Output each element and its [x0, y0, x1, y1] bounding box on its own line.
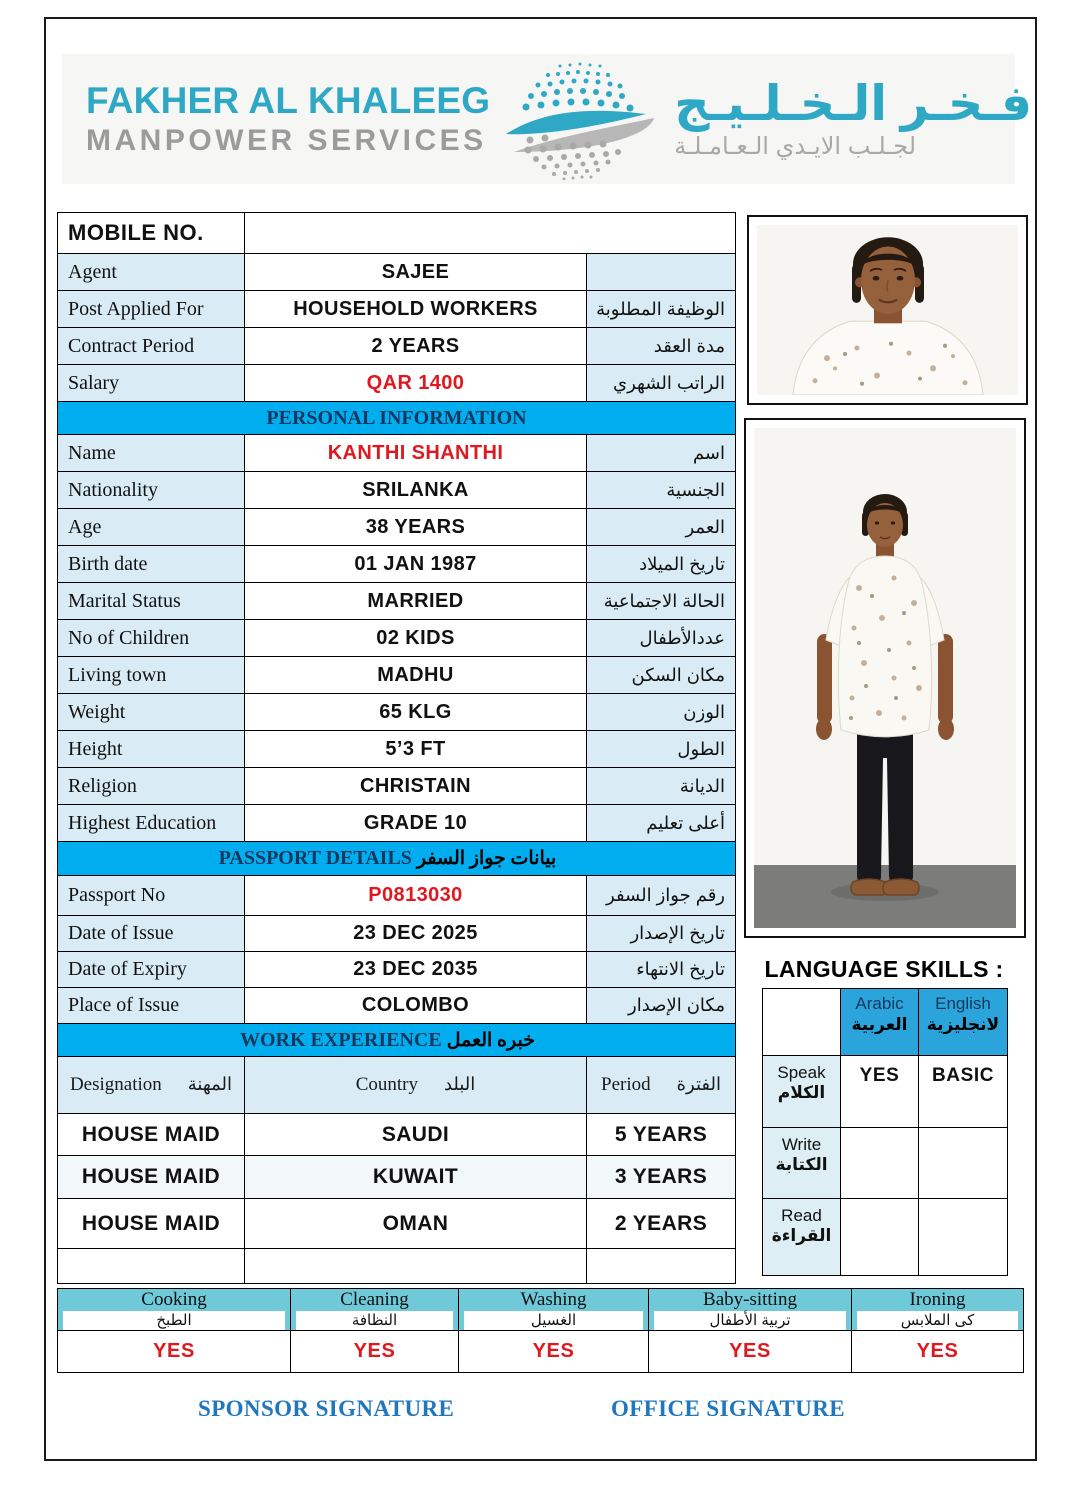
religion-row [58, 768, 736, 805]
field-arabic-label: تاريخ الإصدار [587, 916, 736, 952]
period-column-header [587, 1057, 736, 1114]
height-row [58, 731, 736, 768]
column-header-ar: البلد [443, 1074, 476, 1094]
field-value: QAR 1400 [245, 365, 587, 402]
experience-row [58, 1156, 736, 1199]
language-row-en: Write [781, 1135, 822, 1154]
field-arabic-label [587, 254, 736, 291]
field-value: KANTHI SHANTHI [245, 435, 587, 472]
place-of-issue-row [58, 988, 736, 1024]
write-arabic-value [841, 1128, 919, 1199]
washing-header [459, 1289, 649, 1331]
field-value: COLOMBO [245, 988, 587, 1024]
language-row-en: Read [781, 1206, 822, 1225]
experience-row [58, 1114, 736, 1156]
language-row-ar: الكتابة [775, 1155, 828, 1174]
field-arabic-label: العمر [587, 509, 736, 546]
read-arabic-value [841, 1199, 919, 1276]
field-arabic-label: الديانة [587, 768, 736, 805]
skills-value-row [58, 1331, 1024, 1373]
speak-row [763, 1056, 1008, 1128]
language-skills-title: LANGUAGE SKILLS : [764, 956, 1004, 982]
experience-period: 3 YEARS [587, 1156, 736, 1199]
field-arabic-label: الطول [587, 731, 736, 768]
field-value: 65 KLG [245, 694, 587, 731]
experience-designation: HOUSE MAID [58, 1199, 245, 1249]
column-header-en: Designation [69, 1074, 162, 1095]
field-arabic-label: الوظيفة المطلوبة [587, 291, 736, 328]
date-of-issue-row [58, 916, 736, 952]
field-label: Agent [58, 254, 245, 291]
birth-date-row [58, 546, 736, 583]
section-title [58, 402, 736, 435]
work-experience-section-header [58, 1024, 736, 1057]
experience-country: KUWAIT [245, 1156, 587, 1199]
field-label: Living town [58, 657, 245, 694]
field-arabic-label: رقم جواز السفر [587, 876, 736, 916]
field-label: Post Applied For [58, 291, 245, 328]
field-label: Nationality [58, 472, 245, 509]
write-row [763, 1128, 1008, 1199]
field-label: Birth date [58, 546, 245, 583]
field-arabic-label: أعلى تعليم [587, 805, 736, 842]
mobile-no-row [58, 213, 736, 254]
field-arabic-label: عددالأطفال [587, 620, 736, 657]
ironing-value: YES [852, 1331, 1024, 1373]
household-skills-table [57, 1288, 1024, 1373]
skill-label-ar: تربية الأطفال [654, 1311, 846, 1330]
column-header-ar: الفترة [676, 1074, 721, 1094]
name-row [58, 435, 736, 472]
field-value: P0813030 [245, 876, 587, 916]
company-tagline-ar: لجـلـب الايـدي الـعـامـلـة [674, 132, 917, 160]
applicant-headshot-photo [747, 215, 1028, 405]
skill-label-en: Baby-sitting [703, 1289, 797, 1310]
section-title [58, 842, 736, 876]
experience-row-empty [58, 1249, 736, 1284]
field-label: Religion [58, 768, 245, 805]
field-arabic-label: الجنسية [587, 472, 736, 509]
contract-period-row [58, 328, 736, 365]
company-header [62, 54, 1033, 184]
washing-value: YES [459, 1331, 649, 1373]
field-label: Name [58, 435, 245, 472]
section-title-arabic: خبره العمل [446, 1029, 535, 1051]
office-signature-label: OFFICE SIGNATURE [610, 1396, 846, 1421]
designation-column-header [58, 1057, 245, 1114]
education-row [58, 805, 736, 842]
field-label: Date of Expiry [58, 952, 245, 988]
marital-status-row [58, 583, 736, 620]
section-title [58, 1024, 736, 1057]
field-value: 01 JAN 1987 [245, 546, 587, 583]
field-label: Passport No [58, 876, 245, 916]
field-arabic-label: مكان السكن [587, 657, 736, 694]
baby-sitting-header [649, 1289, 852, 1331]
field-value: 2 YEARS [245, 328, 587, 365]
mobile-no-label: MOBILE NO. [58, 213, 245, 254]
children-row [58, 620, 736, 657]
skill-label-ar: الغسيل [464, 1311, 643, 1330]
skill-label-en: Cleaning [340, 1289, 409, 1310]
post-applied-row [58, 291, 736, 328]
language-row-label [763, 1199, 841, 1276]
company-name-ar: فـخـر الـخـلـيـج [674, 76, 1033, 131]
cleaning-value: YES [291, 1331, 459, 1373]
passport-section-header [58, 842, 736, 876]
experience-country: OMAN [245, 1199, 587, 1249]
personal-info-section-header [58, 402, 736, 435]
experience-designation: HOUSE MAID [58, 1156, 245, 1199]
ironing-header [852, 1289, 1024, 1331]
weight-row [58, 694, 736, 731]
skill-label-en: Cooking [141, 1289, 207, 1310]
mobile-no-value [245, 213, 736, 254]
section-title-arabic: بيانات جواز السفر [416, 848, 557, 869]
field-arabic-label: اسم [587, 435, 736, 472]
column-header-en: Country [355, 1074, 418, 1095]
cooking-value: YES [58, 1331, 291, 1373]
experience-period: 2 YEARS [587, 1199, 736, 1249]
field-value: 02 KIDS [245, 620, 587, 657]
country-column-header [245, 1057, 587, 1114]
experience-row [58, 1199, 736, 1249]
field-label: Salary [58, 365, 245, 402]
field-arabic-label: الوزن [587, 694, 736, 731]
section-title-text: PERSONAL INFORMATION [266, 406, 527, 429]
work-experience-column-headers [58, 1057, 736, 1114]
field-label: Contract Period [58, 328, 245, 365]
write-english-value [919, 1128, 1008, 1199]
field-value: HOUSEHOLD WORKERS [245, 291, 587, 328]
read-row [763, 1199, 1008, 1276]
field-value: MARRIED [245, 583, 587, 620]
section-title-text: WORK EXPERIENCE [240, 1028, 442, 1051]
experience-period: 5 YEARS [587, 1114, 736, 1156]
field-arabic-label: تاريخ الميلاد [587, 546, 736, 583]
arabic-column-header [841, 989, 919, 1056]
company-logo-icon [498, 54, 666, 185]
field-value: 23 DEC 2025 [245, 916, 587, 952]
field-label: Age [58, 509, 245, 546]
field-label: Place of Issue [58, 988, 245, 1024]
read-english-value [919, 1199, 1008, 1276]
field-value: MADHU [245, 657, 587, 694]
fullbody-illustration [754, 428, 1016, 928]
speak-english-value: BASIC [919, 1056, 1008, 1128]
cleaning-header [291, 1289, 459, 1331]
company-name-arabic [674, 76, 1033, 160]
sponsor-signature-label: SPONSOR SIGNATURE [198, 1396, 455, 1421]
language-skills-table [762, 988, 1008, 1276]
experience-designation: HOUSE MAID [58, 1114, 245, 1156]
experience-country: SAUDI [245, 1114, 587, 1156]
living-town-row [58, 657, 736, 694]
skill-label-en: Washing [520, 1289, 587, 1310]
skill-label-en: Ironing [909, 1289, 966, 1310]
skills-header-row [58, 1289, 1024, 1331]
language-row-ar: الكلام [777, 1083, 826, 1102]
field-value: CHRISTAIN [245, 768, 587, 805]
field-label: No of Children [58, 620, 245, 657]
language-header-row [763, 989, 1008, 1056]
passport-no-row [58, 876, 736, 916]
column-header-en: Period [601, 1074, 651, 1095]
field-arabic-label: الحالة الاجتماعية [587, 583, 736, 620]
field-value: 5’3 FT [245, 731, 587, 768]
applicant-fullbody-photo [744, 418, 1026, 938]
skill-label-ar: النظافة [296, 1311, 453, 1330]
field-value: GRADE 10 [245, 805, 587, 842]
language-corner-cell [763, 989, 841, 1056]
company-name: FAKHER AL KHALEEG [86, 80, 491, 121]
applicant-info-table [57, 212, 736, 1284]
field-label: Highest Education [58, 805, 245, 842]
field-value: SRILANKA [245, 472, 587, 509]
experience-designation [58, 1249, 245, 1284]
skill-label-ar: الطبخ [63, 1311, 285, 1330]
field-label: Marital Status [58, 583, 245, 620]
company-tagline: MANPOWER SERVICES [86, 124, 487, 157]
experience-country [245, 1249, 587, 1284]
language-row-en: Speak [777, 1063, 826, 1082]
language-row-ar: القراءة [771, 1226, 832, 1245]
field-value: SAJEE [245, 254, 587, 291]
age-row [58, 509, 736, 546]
english-column-header [919, 989, 1008, 1056]
experience-period [587, 1249, 736, 1284]
dotted-globe-logo-icon [498, 54, 666, 180]
language-row-label [763, 1128, 841, 1199]
field-value: 38 YEARS [245, 509, 587, 546]
nationality-row [58, 472, 736, 509]
field-arabic-label: الراتب الشهري [587, 365, 736, 402]
field-arabic-label: تاريخ الانتهاء [587, 952, 736, 988]
field-value: 23 DEC 2035 [245, 952, 587, 988]
language-column-ar: العربية [851, 1015, 908, 1034]
date-of-expiry-row [58, 952, 736, 988]
company-name-english [86, 82, 490, 156]
field-arabic-label: مدة العقد [587, 328, 736, 365]
agent-row [58, 254, 736, 291]
field-label: Date of Issue [58, 916, 245, 952]
baby-sitting-value: YES [649, 1331, 852, 1373]
headshot-illustration [757, 225, 1018, 395]
language-column-en: English [935, 994, 991, 1013]
salary-row [58, 365, 736, 402]
language-column-en: Arabic [855, 994, 904, 1013]
field-label: Height [58, 731, 245, 768]
section-title-text: PASSPORT DETAILS [218, 847, 412, 869]
column-header-ar: المهنة [187, 1074, 233, 1094]
language-row-label [763, 1056, 841, 1128]
speak-arabic-value: YES [841, 1056, 919, 1128]
language-column-ar: لانجليزية [926, 1015, 1000, 1034]
cooking-header [58, 1289, 291, 1331]
skill-label-ar: كى الملابس [857, 1311, 1018, 1330]
field-label: Weight [58, 694, 245, 731]
field-arabic-label: مكان الإصدار [587, 988, 736, 1024]
